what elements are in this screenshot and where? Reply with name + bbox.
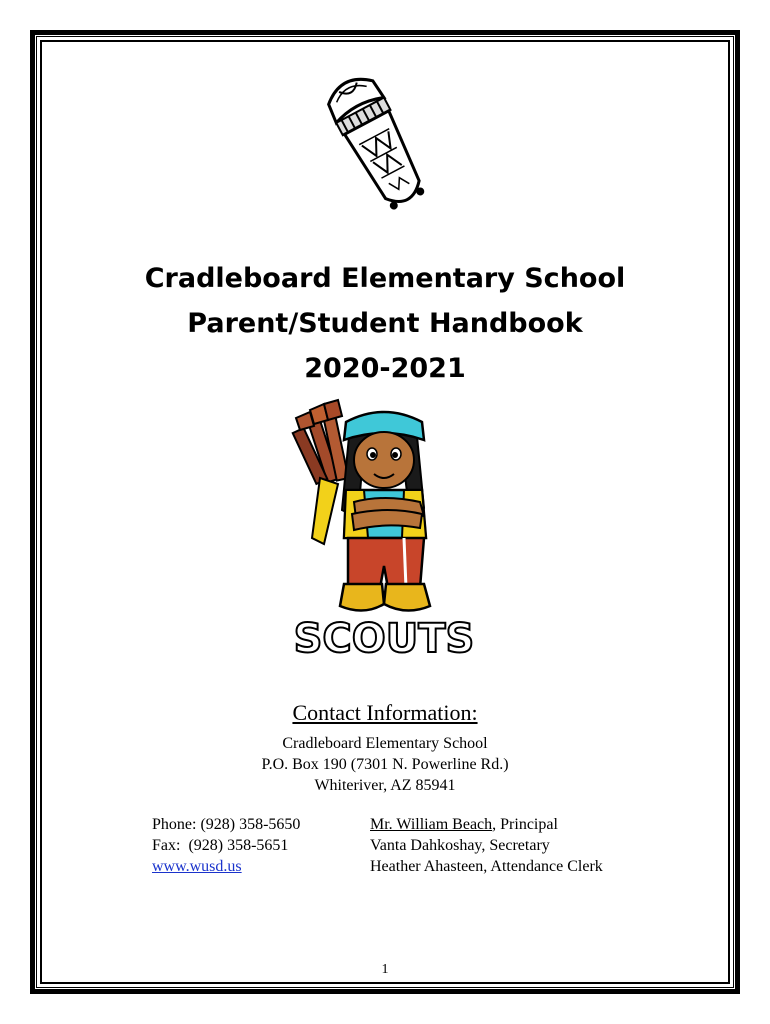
address-city: Whiteriver, AZ 85941 — [314, 777, 456, 794]
attendance-clerk-line: Heather Ahasteen, Attendance Clerk — [370, 858, 603, 875]
fax-number: Fax: (928) 358-5651 — [152, 837, 289, 854]
school-year: 2020-2021 — [304, 353, 466, 384]
school-address — [0, 733, 770, 796]
cradleboard-logo-icon — [312, 66, 442, 218]
staff-contacts — [370, 814, 603, 877]
mascot-label: SCOUTS — [293, 616, 475, 662]
page-number: 1 — [381, 962, 389, 977]
secretary-line: Vanta Dahkoshay, Secretary — [370, 837, 550, 854]
quiver-icon — [293, 400, 349, 544]
school-title: Cradleboard Elementary School — [144, 263, 626, 294]
handbook-title — [0, 256, 770, 391]
handbook-subtitle: Parent/Student Handbook — [187, 308, 583, 339]
principal-role: , Principal — [492, 816, 558, 833]
contact-numbers — [152, 814, 300, 877]
principal-name: Mr. William Beach — [370, 816, 493, 833]
contact-heading-text: Contact Information: — [292, 700, 478, 725]
address-school-name: Cradleboard Elementary School — [282, 735, 488, 752]
contact-heading — [0, 700, 770, 726]
phone-number: Phone: (928) 358-5650 — [152, 816, 301, 833]
website-link[interactable]: www.wusd.us — [152, 858, 242, 875]
address-po-box: P.O. Box 190 (7301 N. Powerline Rd.) — [261, 756, 509, 773]
principal-line — [370, 814, 603, 835]
scouts-mascot-logo — [284, 398, 484, 670]
